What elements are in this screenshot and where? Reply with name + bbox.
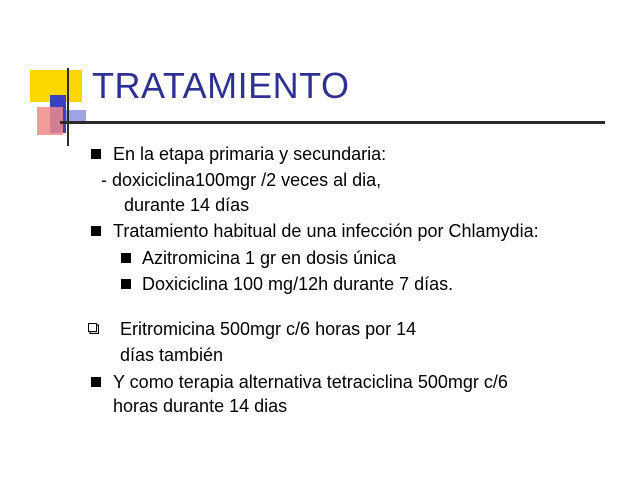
bullet-text-tetraciclina: Y como terapia alternativa tetraciclina 500mgr c/6	[113, 372, 508, 392]
subline-horas: horas durante 14 dias	[113, 396, 288, 416]
square-bullet-icon	[121, 279, 131, 289]
bullet-text-etapa: En la etapa primaria y secundaria:	[113, 144, 387, 164]
square-bullet-icon	[91, 226, 101, 236]
decorative-vertical-line	[67, 68, 69, 146]
slide-title: TRATAMIENTO	[92, 65, 350, 106]
title-underline	[60, 121, 605, 124]
subbullet-azitromicina: Azitromicina 1 gr en dosis única	[142, 248, 397, 268]
subline-dias-tambien: días también	[120, 345, 224, 365]
square-bullet-icon	[91, 377, 101, 387]
subline-durante: durante 14 días	[124, 195, 250, 215]
bullet-text-eritromicina: Eritromicina 500mgr c/6 horas por 14	[120, 319, 417, 339]
square-bullet-icon	[121, 253, 131, 263]
square-bullet-icon	[91, 149, 101, 159]
hollow-square-bullet-icon	[88, 323, 99, 334]
bullet-text-chlamydia: Tratamiento habitual de una infección por Chlamydia:	[113, 221, 539, 241]
subline-doxiciclina: - doxiciclina100mgr /2 veces al dia,	[101, 170, 382, 190]
subbullet-doxiciclina: Doxiciclina 100 mg/12h durante 7 días.	[142, 274, 454, 294]
